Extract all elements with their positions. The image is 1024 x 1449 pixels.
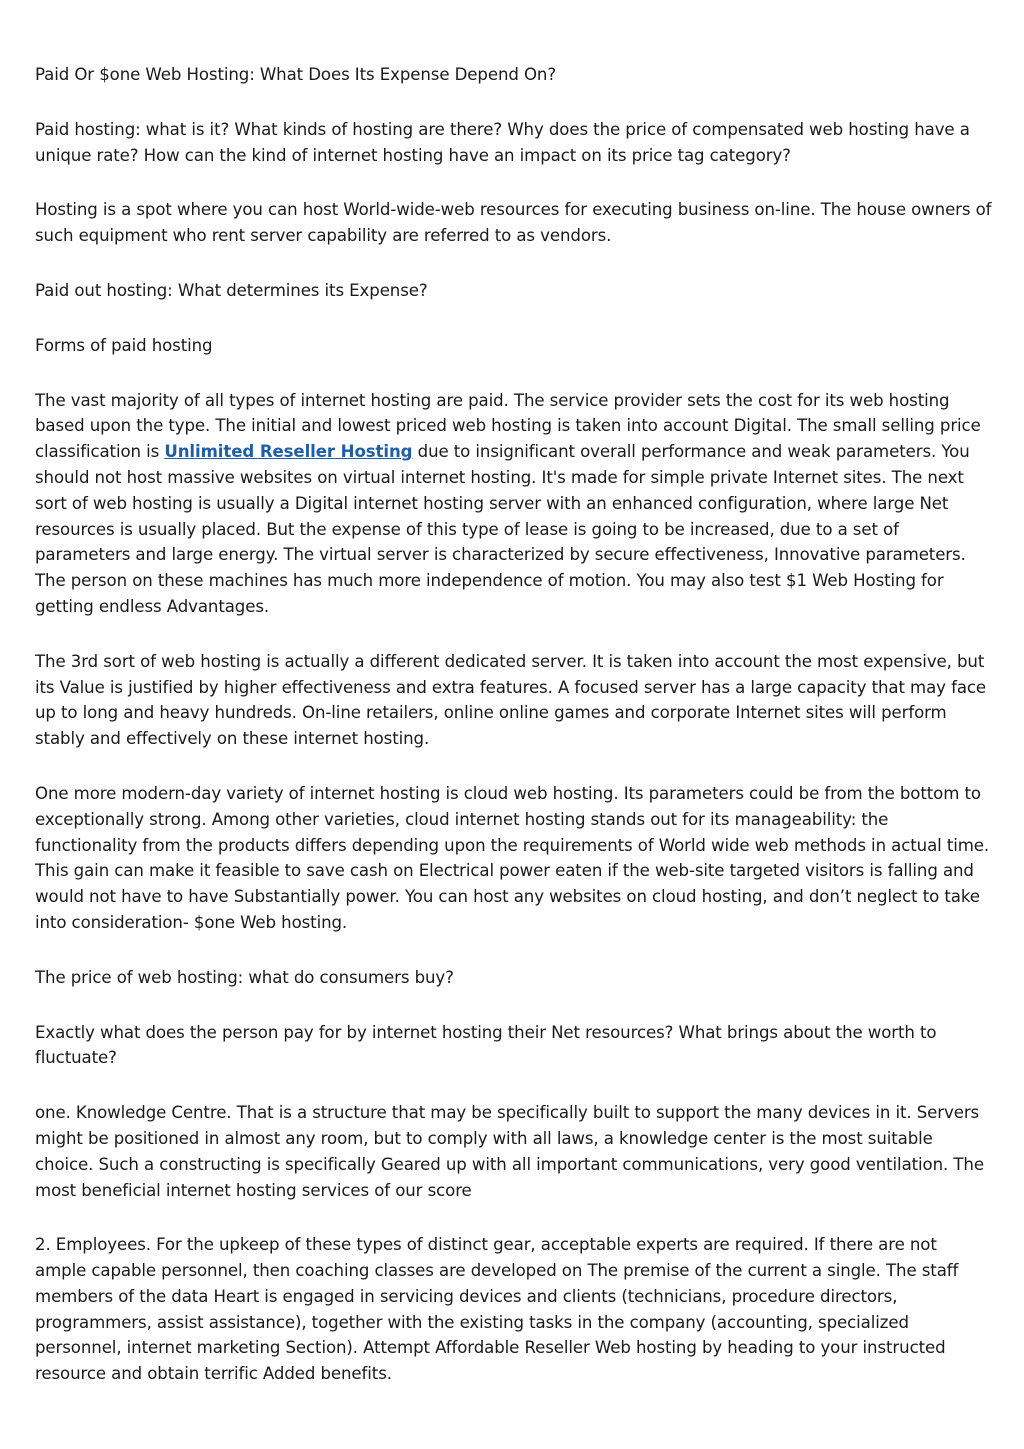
paragraph-question: Exactly what does the person pay for by internet hosting their Net resources? What brings about the worth to fluctuate?	[35, 1022, 937, 1068]
heading-expense: Paid out hosting: What determines its Expense?	[35, 280, 428, 300]
heading-forms: Forms of paid hosting	[35, 335, 213, 355]
paragraph-types-end: due to insignificant overall performance and weak parameters. You should not host massive websites on virtual internet hosting. It's made for simple private Internet sites. The next sort of web hosting is usually a Digital internet hosting server with an enhanced configuration, where large Net resources is usually placed. But the expense of this type of lease is going to be increased, due to a set of parameters and large energy. The virtual server is characterized by secure effectiveness, Innovative parameters. The person on these machines has much more independence of motion. You may also test $1 Web Hosting for getting endless Advantages.	[35, 442, 970, 616]
paragraph-hosting-definition: Hosting is a spot where you can host World-wide-web resources for executing business on-line. The house owners of such equipment who rent server capability are referred to as vendors.	[35, 200, 992, 246]
paragraph-dedicated-server: The 3rd sort of web hosting is actually a different dedicated server. It is taken into account the most expensive, but its Value is justified by higher effectiveness and extra features. A focused server has a large capacity that may face up to long and heavy hundreds. On-line retailers, online online games and corporate Internet sites will perform stably and effectively on these internet hosting.	[35, 651, 987, 749]
paragraph-data-centre: one. Knowledge Centre. That is a structure that may be specifically built to support the many devices in it. Servers might be positioned in almost any room, but to comply with all laws, a knowledge center is the most suitable choice. Such a constructing is specifically Geared up with all important communications, very good ventilation. The most beneficial internet hosting services of our score	[35, 1103, 984, 1200]
paragraph-types	[35, 388, 993, 620]
paragraph-types-start: The vast majority of all types of internet hosting are paid. The service provider sets the cost for its web hosting based upon the type. The initial and lowest priced web hosting is taken into account Digital. The small selling price classification is	[35, 390, 981, 462]
paragraph-employees: 2. Employees. For the upkeep of these types of distinct gear, acceptable experts are required. If there are not ample capable personnel, then coaching classes are developed on The premise of the current a single. The staff members of the data Heart is engaged in servicing devices and clients (technicians, procedure directors, programmers, assist assistance), together with the existing tasks in the company (accounting, specialized personnel, internet marketing Section). Attempt Affordable Reseller Web hosting by heading to your instructed resource and obtain terrific Added benefits.	[35, 1235, 959, 1384]
document-body	[35, 62, 993, 1416]
heading-price: The price of web hosting: what do consumers buy?	[35, 967, 454, 987]
paragraph-intro: Paid hosting: what is it? What kinds of hosting are there? Why does the price of compensated web hosting have a unique rate? How can the kind of internet hosting have an impact on its price tag category?	[35, 119, 970, 165]
paragraph-cloud-hosting: One more modern-day variety of internet hosting is cloud web hosting. Its parameters could be from the bottom to exceptionally strong. Among other varieties, cloud internet hosting stands out for its manageability: the functionality from the products differs depending upon the requirements of World wide web methods in actual time. This gain can make it feasible to save cash on Electrical power eaten if the web-site targeted visitors is falling and would not have to have Substantially power. You can host any websites on cloud hosting, and don’t neglect to take into consideration- $one Web hosting.	[35, 783, 990, 932]
unlimited-reseller-hosting-link[interactable]: Unlimited Reseller Hosting	[164, 442, 413, 462]
document-title: Paid Or $one Web Hosting: What Does Its Expense Depend On?	[35, 65, 557, 84]
